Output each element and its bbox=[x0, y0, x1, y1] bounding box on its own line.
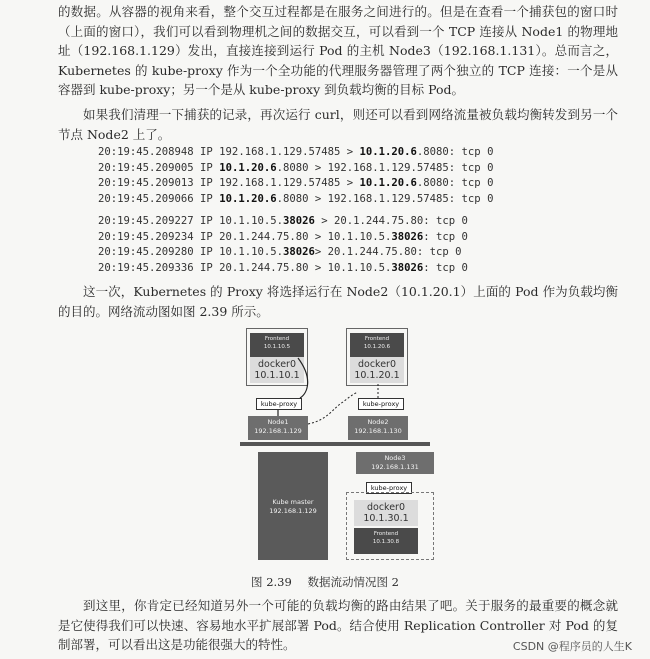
node-ip: 192.168.1.131 bbox=[371, 463, 419, 471]
flow-arrows bbox=[238, 328, 438, 564]
capture-line-text: 20:19:45.209066 IP bbox=[98, 192, 220, 205]
master-name: Kube master bbox=[272, 498, 314, 506]
watermark: CSDN @程序员的人生K bbox=[512, 640, 632, 653]
capture-line-text: .8080 > 192.168.1.129.57485: tcp 0 bbox=[276, 161, 494, 174]
figure-title: 数据流动情况图 2 bbox=[307, 575, 399, 589]
capture-line-text: 20:19:45.209336 IP 20.1.244.75.80 > 10.1.10.5. bbox=[98, 261, 392, 274]
arrow-node1-to-node2 bbox=[308, 392, 358, 424]
capture-line-highlight: 38026 bbox=[391, 261, 424, 274]
node-name: Node3 bbox=[384, 454, 406, 462]
pod-name: Frontend bbox=[364, 336, 390, 342]
node-ip: 192.168.1.130 bbox=[354, 427, 402, 435]
docker-ip: 10.1.10.1 bbox=[254, 370, 300, 381]
node-ip: 192.168.1.129 bbox=[254, 427, 302, 435]
capture-line-text: : tcp 0 bbox=[423, 230, 468, 243]
capture-line-text: 20:19:45.208948 IP 192.168.1.129.57485 > bbox=[98, 146, 360, 158]
docker-name: docker0 bbox=[366, 502, 406, 513]
pod-ip: 10.1.10.5 bbox=[263, 344, 291, 350]
capture-line-text: 20:19:45.209005 IP bbox=[98, 161, 220, 174]
kube-proxy-node1: kube-proxy bbox=[256, 398, 302, 410]
network-flow-diagram bbox=[238, 328, 438, 564]
docker-ip: 10.1.30.1 bbox=[363, 513, 409, 524]
capture-line-text: 20:19:45.209013 IP 192.168.1.129.57485 > bbox=[98, 177, 360, 190]
capture-line-text: > 20.1.244.75.80: tcp 0 bbox=[314, 215, 468, 227]
capture-line bbox=[98, 192, 493, 208]
capture-line-text: 20:19:45.209234 IP 20.1.244.75.80 > 10.1.10.5. bbox=[98, 230, 392, 243]
master-ip: 192.168.1.129 bbox=[269, 507, 317, 515]
capture-line bbox=[98, 145, 493, 161]
node-name: Node2 bbox=[367, 418, 389, 426]
capture-line-highlight: 38026 bbox=[282, 246, 315, 259]
packet-capture-block-2 bbox=[98, 214, 468, 276]
paragraph-1: 的数据。从容器的视角来看，整个交互过程都是在服务之间进行的。但是在查看一个捕获包的窗口时（上面的窗口），我们可以看到物理机之间的数据交互，可以看到一个 TCP 连接从 Node1 的物理地址（192.168.1.129）发出，直接连接到运行 Pod 的主机 Node3（192.168.1.131）。总而言之，Kubernetes 的 kube-proxy 作为一个全功能的代理服务器管理了两个独立的 TCP 连接：一个是从容器到 kube-proxy；另一个是从 kube-proxy 到负载均衡的目标 Pod。 bbox=[58, 4, 618, 97]
capture-line-highlight: 10.1.20.6 bbox=[219, 161, 277, 174]
capture-line bbox=[98, 230, 468, 246]
capture-line-highlight: 10.1.20.6 bbox=[359, 146, 417, 158]
paragraph-3: 这一次，Kubernetes 的 Proxy 将选择运行在 Node2（10.1.20.1）上面的 Pod 作为负载均衡的目的。网络流动图如图 2.39 所示。 bbox=[58, 284, 618, 319]
capture-line-highlight: 38026 bbox=[282, 215, 315, 227]
capture-line-text: : tcp 0 bbox=[423, 261, 468, 274]
pod-ip: 10.1.30.8 bbox=[372, 539, 400, 545]
capture-line-text: 20:19:45.209227 IP 10.1.10.5. bbox=[98, 215, 283, 227]
capture-line-highlight: 38026 bbox=[391, 230, 424, 243]
docker-name: docker0 bbox=[257, 359, 297, 370]
capture-line-text: 20:19:45.209280 IP 10.1.10.5. bbox=[98, 246, 283, 259]
figure-caption bbox=[0, 574, 650, 590]
docker-ip: 10.1.20.1 bbox=[354, 370, 400, 381]
capture-line bbox=[98, 176, 493, 192]
pod-name: Frontend bbox=[373, 531, 399, 537]
arrow-pod1-to-proxy1 bbox=[298, 358, 308, 398]
capture-line bbox=[98, 214, 468, 230]
kube-proxy-node3: kube-proxy bbox=[366, 482, 412, 494]
capture-line-text: .8080: tcp 0 bbox=[416, 146, 494, 158]
capture-line-highlight: 10.1.20.6 bbox=[359, 177, 417, 190]
capture-line-text: .8080: tcp 0 bbox=[416, 177, 494, 190]
capture-line-highlight: 10.1.20.6 bbox=[219, 192, 277, 205]
packet-capture-block-1 bbox=[98, 145, 493, 207]
capture-line-text: > 20.1.244.75.80: tcp 0 bbox=[314, 246, 462, 259]
kube-proxy-node2: kube-proxy bbox=[358, 398, 404, 410]
capture-line bbox=[98, 261, 468, 277]
figure-number: 图 2.39 bbox=[251, 575, 292, 589]
docker-name: docker0 bbox=[357, 359, 397, 370]
capture-line-text: .8080 > 192.168.1.129.57485: tcp 0 bbox=[276, 192, 494, 205]
capture-line bbox=[98, 245, 468, 261]
pod-name: Frontend bbox=[264, 336, 290, 342]
capture-line bbox=[98, 161, 493, 177]
pod-ip: 10.1.20.6 bbox=[363, 344, 391, 350]
paragraph-4: 到这里，你肯定已经知道另外一个可能的负载均衡的路由结果了吧。关于服务的最重要的概念就是它使得我们可以快速、容易地水平扩展部署 Pod。结合使用 Replication Controller 对 Pod 的复制部署，可以看出这是功能很强大的特性。 bbox=[58, 598, 618, 652]
paragraph-2: 如果我们清理一下捕获的记录，再次运行 curl，则还可以看到网络流量被负载均衡转发到另一个节点 Node2 上了。 bbox=[58, 107, 618, 142]
node-name: Node1 bbox=[267, 418, 289, 426]
